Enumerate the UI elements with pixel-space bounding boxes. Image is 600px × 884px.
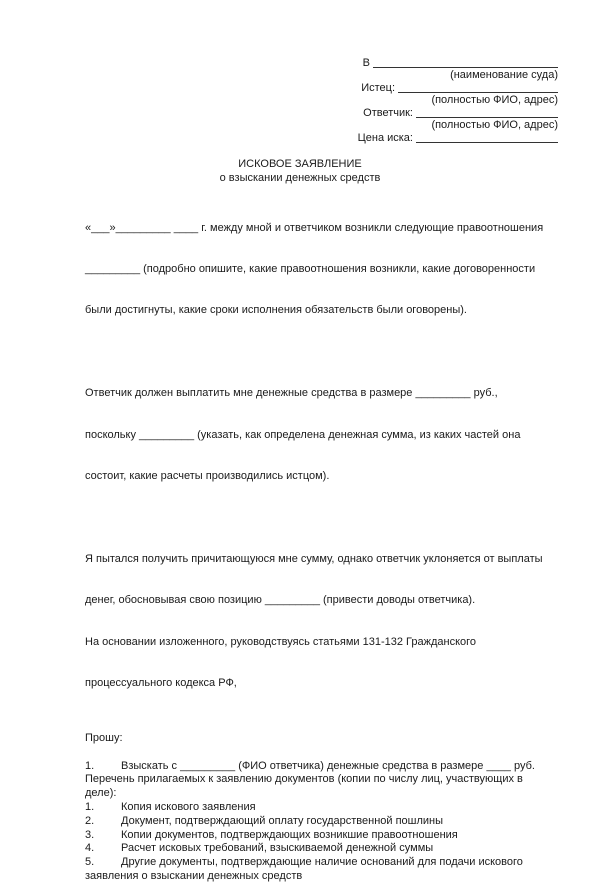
text-line: _________ (подробно опишите, какие правоотношения возникли, какие договоренности (85, 262, 536, 275)
plaintiff-note: (полностью ФИО, адрес) (431, 93, 558, 106)
claim-price-blank (416, 132, 558, 143)
text-line: заявления о взыскании денежных средств (85, 870, 303, 883)
text-line: Я пытался получить причитающуюся мне сумму, однако ответчик уклоняется от выплаты (85, 552, 543, 565)
header-block (340, 56, 558, 144)
defendant-field (340, 106, 558, 119)
text-line: состоит, какие расчеты производились истцом). (85, 469, 330, 482)
defendant-blank (416, 107, 558, 118)
item-number: 5. (85, 856, 95, 869)
item-text: Документ, подтверждающий оплату государственной пошлины (121, 814, 444, 827)
item-number: 2. (85, 814, 95, 827)
attachment-item (85, 842, 565, 856)
paragraph-refusal (85, 525, 565, 718)
document-title (0, 157, 600, 185)
item-text: Копия искового заявления (121, 801, 256, 814)
paragraph-amount (85, 360, 565, 512)
item-text: Расчет исковых требований, взыскиваемой денежной суммы (121, 842, 434, 855)
attachments-intro (85, 773, 565, 801)
attachment-item (85, 815, 565, 829)
plaintiff-blank (398, 82, 558, 93)
claim-price-field (340, 131, 558, 144)
text-line: денег, обосновывая свою позицию _________ (привести доводы ответчика). (85, 594, 476, 607)
plaintiff-field (340, 81, 558, 94)
court-field (340, 56, 558, 69)
title-subtitle: о взыскании денежных средств (219, 172, 381, 184)
text-line: Перечень прилагаемых к заявлению документов (копии по числу лиц, участвующих в (85, 773, 523, 786)
court-blank (373, 57, 558, 68)
text-line: поскольку _________ (указать, как определена денежная сумма, из каких частей она (85, 428, 521, 441)
request-heading: Прошу: (85, 732, 123, 745)
court-label: В (362, 56, 370, 69)
attachment-item (85, 829, 565, 843)
item-number: 4. (85, 842, 95, 855)
request-item (85, 760, 565, 774)
item-number: 1. (85, 759, 95, 772)
item-text: Копии документов, подтверждающих возникшие правоотношения (121, 828, 458, 841)
defendant-note: (полностью ФИО, адрес) (431, 118, 558, 131)
defendant-label: Ответчик: (363, 106, 413, 119)
attachment-item (85, 801, 565, 815)
plaintiff-label: Истец: (361, 81, 395, 94)
item-text: Взыскать с _________ (ФИО ответчика) денежные средства в размере ____ руб. (121, 759, 535, 772)
item-number: 3. (85, 828, 95, 841)
text-line: На основании изложенного, руководствуясь статьями 131-132 Гражданского (85, 635, 477, 648)
request-list (85, 760, 565, 774)
text-line: «___»_________ ____ г. между мной и ответчиком возникли следующие правоотношения (85, 221, 544, 234)
paragraph-relations (85, 194, 565, 346)
document-body (85, 194, 565, 884)
claim-price-label: Цена иска: (357, 131, 413, 144)
attachments-list (85, 801, 565, 884)
text-line: процессуального кодекса РФ, (85, 676, 237, 689)
text-line: Ответчик должен выплатить мне денежные средства в размере _________ руб., (85, 387, 498, 400)
attachment-item (85, 856, 565, 870)
title-main: ИСКОВОЕ ЗАЯВЛЕНИЕ (238, 158, 362, 170)
text-line: были достигнуты, какие сроки исполнения обязательств были оговорены). (85, 304, 467, 317)
item-number: 1. (85, 801, 95, 814)
text-line: деле): (85, 787, 117, 800)
item-text: Другие документы, подтверждающие наличие оснований для подачи искового (121, 856, 523, 869)
court-note: (наименование суда) (450, 68, 558, 81)
